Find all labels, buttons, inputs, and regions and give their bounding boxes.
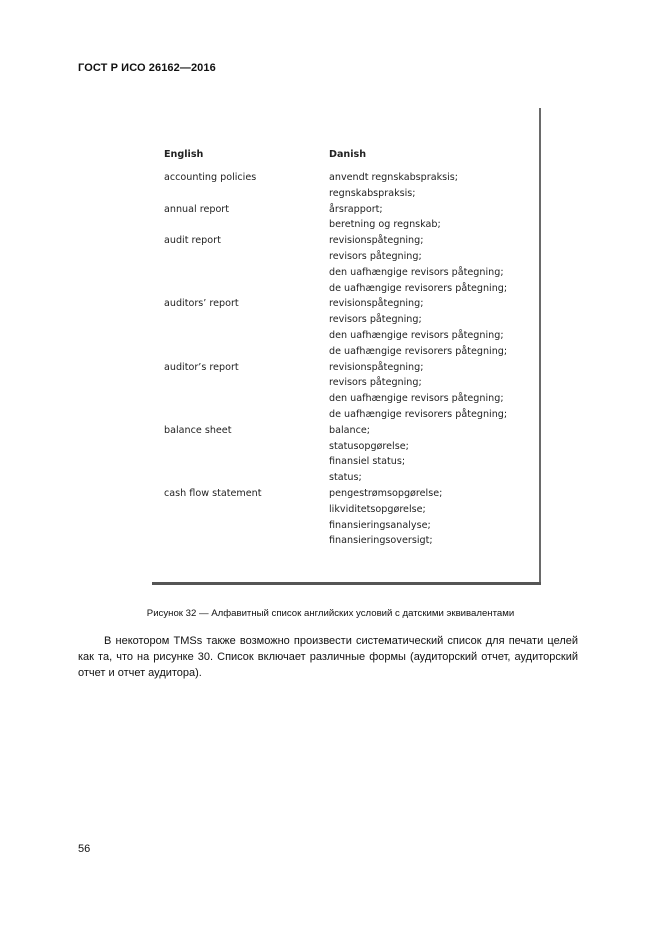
page-number: 56 bbox=[78, 843, 91, 855]
term-row bbox=[164, 486, 529, 549]
danish-term: statusopgørelse; bbox=[329, 440, 409, 452]
danish-term: revisors påtegning; bbox=[329, 314, 422, 326]
document-header: ГОСТ Р ИСО 26162—2016 bbox=[78, 62, 216, 74]
figure-border-right bbox=[539, 108, 541, 585]
danish-term: anvendt regnskabspraksis; bbox=[329, 172, 459, 183]
danish-term: den uafhængige revisors påtegning; bbox=[329, 329, 504, 341]
term-table bbox=[164, 148, 529, 549]
term-row bbox=[164, 170, 529, 202]
english-term: balance sheet bbox=[164, 424, 232, 436]
english-term: annual report bbox=[164, 203, 230, 215]
term-table-header bbox=[164, 148, 529, 170]
danish-term: likviditetsopgørelse; bbox=[329, 503, 426, 515]
english-term-cell bbox=[164, 202, 329, 234]
term-row bbox=[164, 423, 529, 486]
column-header-english: English bbox=[164, 149, 204, 160]
danish-terms-cell bbox=[329, 202, 529, 234]
term-rows bbox=[164, 170, 529, 549]
danish-terms-cell bbox=[329, 423, 529, 486]
english-term: cash flow statement bbox=[164, 487, 262, 499]
danish-term: revisionspåtegning; bbox=[329, 361, 424, 373]
body-paragraph: В некотором TMSs также возможно произвести систематический список для печати целей как та, что на рисунке 30. Список включает различные формы (аудиторский отчет, аудиторский отчет и отчет аудитора). bbox=[78, 635, 578, 679]
figure-term-list bbox=[152, 108, 541, 584]
english-term-cell bbox=[164, 360, 329, 423]
danish-term: den uafhængige revisors påtegning; bbox=[329, 266, 504, 278]
english-term-cell bbox=[164, 423, 329, 486]
english-term: accounting policies bbox=[164, 172, 257, 183]
english-term-cell bbox=[164, 486, 329, 549]
danish-terms-cell bbox=[329, 170, 529, 202]
term-row bbox=[164, 202, 529, 234]
danish-terms-cell bbox=[329, 486, 529, 549]
figure-caption: Рисунок 32 — Алфавитный список английских условий с датскими эквивалентами bbox=[146, 608, 515, 619]
danish-term: de uafhængige revisorers påtegning; bbox=[329, 345, 508, 357]
danish-term: beretning og regnskab; bbox=[329, 219, 441, 231]
danish-term: balance; bbox=[329, 424, 371, 436]
english-term: auditor’s report bbox=[164, 361, 239, 373]
danish-term: finansiel status; bbox=[329, 456, 406, 468]
body-text bbox=[78, 633, 578, 681]
term-row bbox=[164, 233, 529, 296]
column-header-danish: Danish bbox=[329, 149, 367, 160]
english-term: auditors’ report bbox=[164, 298, 239, 310]
danish-term: finansieringsoversigt; bbox=[329, 535, 433, 547]
danish-terms-cell bbox=[329, 360, 529, 423]
danish-term: den uafhængige revisors påtegning; bbox=[329, 393, 504, 405]
danish-terms-cell bbox=[329, 296, 529, 359]
danish-term: de uafhængige revisorers påtegning; bbox=[329, 408, 508, 420]
danish-term: regnskabspraksis; bbox=[329, 187, 416, 199]
english-term-cell bbox=[164, 170, 329, 202]
danish-term: status; bbox=[329, 472, 362, 484]
danish-term: revisors påtegning; bbox=[329, 250, 422, 262]
danish-term: revisors påtegning; bbox=[329, 377, 422, 389]
danish-term: revisionspåtegning; bbox=[329, 235, 424, 247]
english-term-cell bbox=[164, 296, 329, 359]
danish-term: finansieringsanalyse; bbox=[329, 519, 431, 531]
english-term-cell bbox=[164, 233, 329, 296]
danish-term: revisionspåtegning; bbox=[329, 298, 424, 310]
figure-border-bottom bbox=[152, 582, 541, 585]
term-row bbox=[164, 360, 529, 423]
danish-term: årsrapport; bbox=[329, 203, 383, 215]
term-row bbox=[164, 296, 529, 359]
danish-term: de uafhængige revisorers påtegning; bbox=[329, 282, 508, 294]
english-term: audit report bbox=[164, 235, 221, 247]
danish-terms-cell bbox=[329, 233, 529, 296]
danish-term: pengestrømsopgørelse; bbox=[329, 487, 443, 499]
